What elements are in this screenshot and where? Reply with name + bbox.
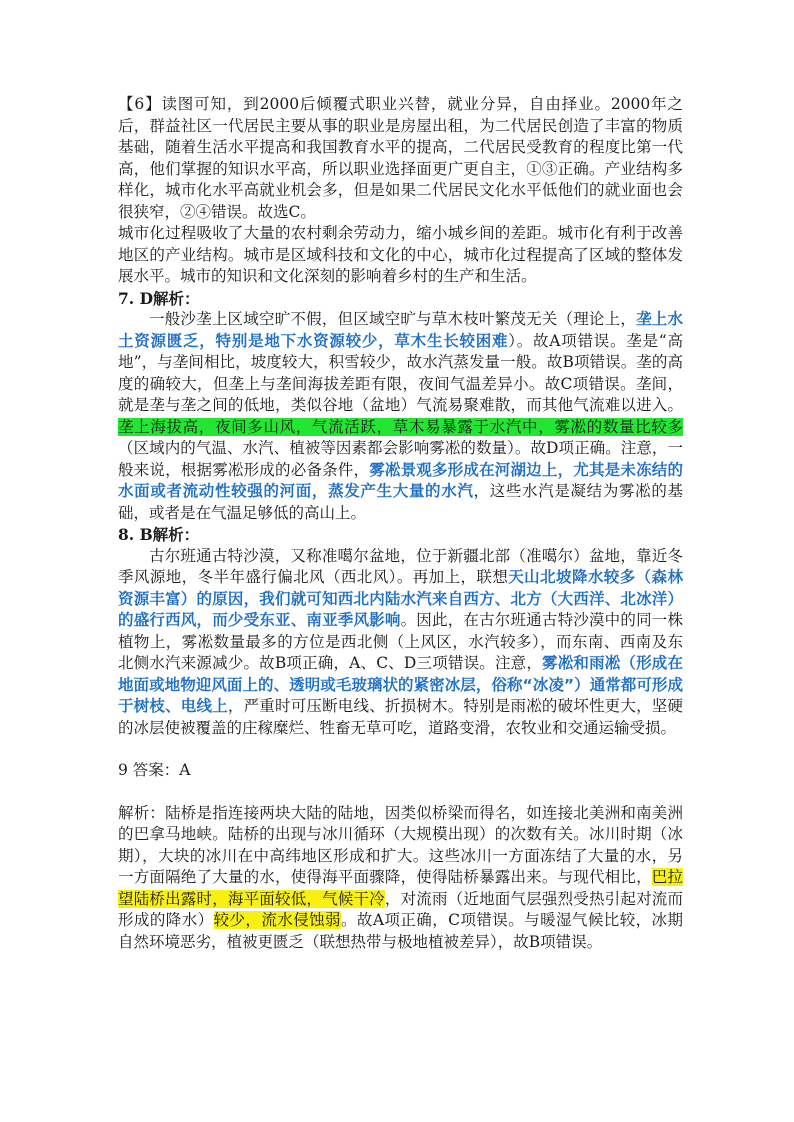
q7-text-2: ）。故A项错误。垄是“高地”，与垄间相比，坡度较大，积雪较少，故水汽蒸发量一般。故B项错误。垄的高度的确较大，但垄上与垄间海拔差距有限，夜间气温差异小。故C项错误。垄间，就是垄与垄之间的低地，类似谷地（盆地）气流易聚难散，而其他气流难以进入。 bbox=[118, 331, 683, 414]
q7-text-3: （区域内的气温、水汽、植被等因素都会影响雾凇的数量）。故D项正确。注意，一般来说，根据雾凇形成的必备条件， bbox=[118, 439, 683, 479]
q7-text-4: ，这些水汽是凝结为雾凇的基础，或者是在气温足够低的高山上。 bbox=[118, 482, 683, 522]
urbanization-paragraph: 城市化过程吸收了大量的农村剩余劳动力，缩小城乡间的差距。城市化有利于改善地区的产业结构。城市是区域科技和文化的中心，城市化过程提高了区域的整体发展水平。城市的知识和文化深刻的影响着乡村的生产和生活。 bbox=[118, 224, 683, 285]
q8-paragraph bbox=[118, 546, 683, 740]
spacer bbox=[118, 739, 683, 760]
q9-answer: 9 答案：A bbox=[118, 761, 191, 779]
q9-text-1: 解析：陆桥是指连接两块大陆的陆地，因类似桥梁而得名，如连接北美洲和南美洲的巴拿马地峡。陆桥的出现与冰川循环（大规模出现）的次数有关。冰川时期（冰期），大块的冰川在中高纬地区形成和扩大。这些冰川一方面冻结了大量的水，另一方面隔绝了大量的水，使得海平面骤降，使得陆桥暴露出来。与现代相比， bbox=[118, 803, 683, 886]
q8-text-2: 。因此，在古尔班通古特沙漠中的同一株植物上，雾凇数量最多的方位是西北侧（上风区，水汽较多），而东南、西南及东北侧水汽来源减少。故B项正确，A、C、D三项错误。注意， bbox=[118, 611, 683, 672]
q9-highlight-1: 巴拉望陆桥出露时，海平面较低，气候干冷 bbox=[118, 868, 683, 908]
q7-highlight-green: 垄上海拔高，夜间多山风，气流活跃，草木易暴露于水汽中，雾凇的数量比较多 bbox=[118, 417, 683, 436]
q7-heading: 7. D解析： bbox=[118, 288, 200, 308]
q9-highlight-2: 较少，流水侵蚀弱 bbox=[213, 911, 341, 929]
q9-text-2: ，对流雨（近地面气层强烈受热引起对流而形成的降水） bbox=[118, 889, 683, 929]
q7-emphasis-2: 雾凇景观多形成在河湖边上，尤其是未冻结的水面或者流动性较强的河面，蒸发产生大量的水汽 bbox=[118, 460, 683, 500]
q7-paragraph bbox=[118, 309, 683, 524]
q7-emphasis-1: 垄上水土资源匮乏，特别是地下水资源较少，草木生长较困难 bbox=[118, 310, 683, 350]
q8-emphasis-2: 雾凇和雨凇（形成在地面或地物迎风面上的、透明或毛玻璃状的紧密冰层，俗称“冰凌”）通常都可形成于树枝、电线上 bbox=[118, 654, 683, 715]
q9-paragraph bbox=[118, 803, 683, 954]
q9-text-3: 。故A项正确，C项错误。与暖湿气候比较，冰期自然环境恶劣，植被更匮乏（联想热带与极地植被差异），故B项错误。 bbox=[118, 911, 683, 951]
q7-text-1: 一般沙垄上区域空旷不假，但区域空旷与草木枝叶繁茂无关（理论上， bbox=[149, 310, 637, 328]
q6-paragraph: 【6】读图可知，到2000后倾覆式职业兴替，就业分异，自由择业。2000年之后，群益社区一代居民主要从事的职业是房屋出租，为二代居民创造了丰富的物质基础，随着生活水平提高和我国教育水平的提高，二代居民受教育的程度比第一代高，他们掌握的知识水平高，所以职业选择面更广更自主，①③正确。产业结构多样化，城市化水平高就业机会多，但是如果二代居民文化水平低他们的就业面也会很狭窄，②④错误。故选C。 bbox=[118, 95, 683, 221]
q8-text-1: 古尔班通古特沙漠，又称准噶尔盆地，位于新疆北部（准噶尔）盆地，靠近冬季风源地，冬半年盛行偏北风（西北风）。再加上，联想 bbox=[118, 546, 683, 586]
spacer bbox=[118, 782, 683, 803]
q8-text-3: ，严重时可压断电线、折损树木。特别是雨凇的破坏性更大，坚硬的冰层使被覆盖的庄稼糜烂、牲畜无草可吃，道路变滑，农牧业和交通运输受损。 bbox=[118, 697, 683, 737]
q8-emphasis-1: 天山北坡降水较多（森林资源丰富）的原因，我们就可知西北内陆水汽来自西方、北方（大西洋、北冰洋）的盛行西风，而少受东亚、南亚季风影响 bbox=[118, 568, 683, 629]
q8-heading: 8. B解析： bbox=[118, 525, 200, 544]
document-page bbox=[118, 94, 683, 953]
